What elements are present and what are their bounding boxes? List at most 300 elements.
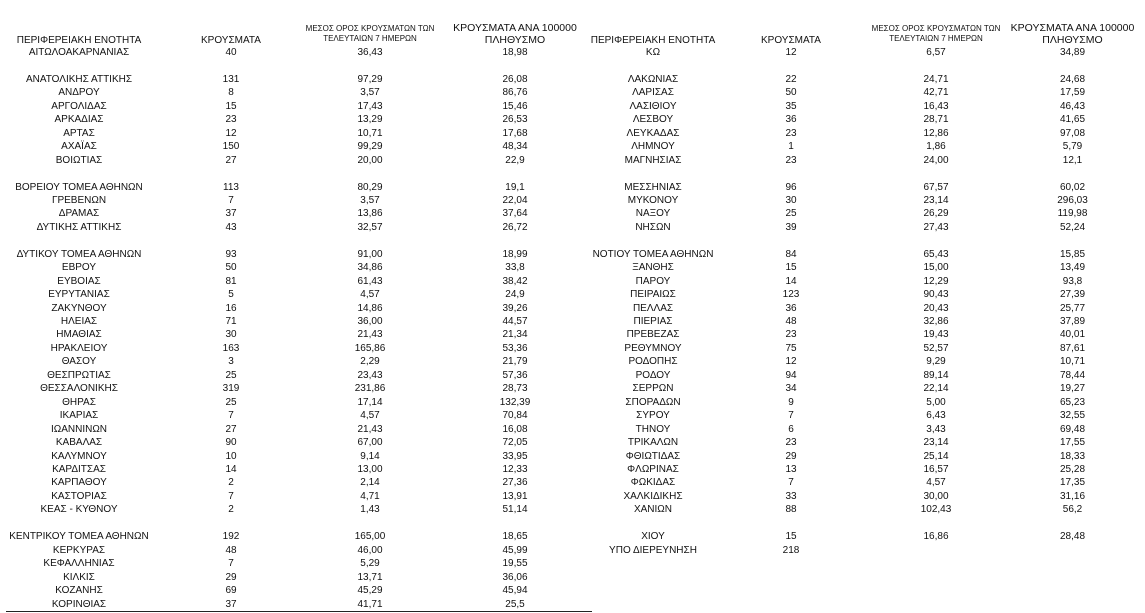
row-region-cell: ΚΕΑΣ - ΚΥΘΝΟΥ xyxy=(40,504,118,516)
row-cases-cell: 50 xyxy=(225,262,237,274)
row-region-cell: ΡΕΘΥΜΝΟΥ xyxy=(624,342,682,354)
row-region-cell: ΕΒΡΟΥ xyxy=(61,262,97,274)
row-avg7-cell: 16,57 xyxy=(923,463,949,475)
row-per100k-cell: 65,23 xyxy=(1059,396,1086,408)
row-cases-cell: 39 xyxy=(785,221,797,233)
row-cases-cell: 30 xyxy=(225,329,237,341)
row-per100k-cell: 15,85 xyxy=(1059,248,1086,260)
row-region-cell: ΙΚΑΡΙΑΣ xyxy=(59,410,99,422)
row-per100k-cell: 37,64 xyxy=(502,208,528,220)
row-region-cell: ΑΧΑΪΑΣ xyxy=(61,141,97,153)
row-cases-cell: 7 xyxy=(788,410,794,422)
row-cases-cell: 25 xyxy=(225,396,237,408)
row-avg7-cell: 34,86 xyxy=(357,262,383,274)
row-cases-cell: 96 xyxy=(785,181,797,193)
row-region-cell: ΗΡΑΚΛΕΙΟΥ xyxy=(50,342,108,354)
row-per100k-cell: 13,91 xyxy=(502,490,528,502)
row-avg7-cell: 41,71 xyxy=(357,598,383,610)
row-avg7-cell: 30,00 xyxy=(923,490,949,502)
row-per100k-cell: 53,36 xyxy=(502,342,528,354)
row-avg7-cell: 23,43 xyxy=(357,369,383,381)
row-avg7-cell: 20,00 xyxy=(357,154,383,166)
row-per100k-cell: 12,1 xyxy=(1062,154,1083,166)
row-region-cell: ΑΡΤΑΣ xyxy=(63,127,95,139)
row-cases-cell: 25 xyxy=(785,208,797,220)
row-region-cell: ΝΟΤΙΟΥ ΤΟΜΕΑ ΑΘΗΝΩΝ xyxy=(592,248,714,260)
row-cases-cell: 150 xyxy=(222,141,240,153)
row-avg7-cell: 6,43 xyxy=(926,410,946,422)
row-cases-cell: 15 xyxy=(785,262,797,274)
row-region-cell: ΦΛΩΡΙΝΑΣ xyxy=(627,463,679,475)
row-per100k-cell: 48,34 xyxy=(502,141,528,153)
row-region-cell: ΣΥΡΟΥ xyxy=(636,410,670,422)
row-per100k-cell: 27,39 xyxy=(1059,289,1086,301)
row-per100k-cell: 45,99 xyxy=(502,544,528,556)
row-region-cell: ΗΛΕΙΑΣ xyxy=(60,316,98,327)
row-region-cell: ΛΑΣΙΘΙΟΥ xyxy=(629,100,677,112)
row-cases-cell: 15 xyxy=(785,531,797,543)
row-per100k-cell: 28,48 xyxy=(1059,531,1086,543)
row-avg7-cell: 5,00 xyxy=(926,396,946,408)
row-cases-cell: 10 xyxy=(225,450,237,462)
left-header-cases: ΚΡΟΥΣΜΑΤΑ xyxy=(201,35,261,46)
row-avg7-cell: 46,00 xyxy=(357,544,383,556)
row-cases-cell: 1 xyxy=(788,141,794,153)
row-per100k-cell: 52,24 xyxy=(1059,221,1086,233)
row-avg7-cell: 97,29 xyxy=(357,73,383,85)
row-cases-cell: 23 xyxy=(225,114,237,126)
row-cases-cell: 113 xyxy=(223,181,239,193)
row-cases-cell: 88 xyxy=(785,504,797,516)
row-cases-cell: 7 xyxy=(228,558,234,570)
row-per100k-cell: 38,42 xyxy=(502,275,528,287)
row-region-cell: ΕΥΒΟΙΑΣ xyxy=(57,275,101,287)
row-avg7-cell: 12,86 xyxy=(923,127,949,139)
row-avg7-cell: 1,86 xyxy=(926,141,946,153)
row-avg7-cell: 4,71 xyxy=(360,490,380,502)
row-avg7-cell: 165,86 xyxy=(354,342,386,354)
row-per100k-cell: 70,84 xyxy=(502,410,528,422)
right-header-cases: ΚΡΟΥΣΜΑΤΑ xyxy=(761,35,821,46)
row-cases-cell: 90 xyxy=(225,437,237,448)
row-cases-cell: 94 xyxy=(785,369,797,381)
row-cases-cell: 192 xyxy=(222,531,240,543)
row-per100k-cell: 87,61 xyxy=(1059,342,1086,354)
row-region-cell: ΚΑΣΤΟΡΙΑΣ xyxy=(51,490,107,502)
row-cases-cell: 23 xyxy=(785,154,797,166)
row-cases-cell: 23 xyxy=(785,437,797,448)
row-region-cell: ΝΗΣΩΝ xyxy=(635,221,671,233)
left-table-bottom-rule xyxy=(6,611,592,612)
row-cases-cell: 6 xyxy=(788,423,794,435)
row-region-cell: ΣΠΟΡΑΔΩΝ xyxy=(625,396,681,408)
row-avg7-cell: 21,43 xyxy=(357,329,383,341)
row-avg7-cell: 102,43 xyxy=(920,504,952,516)
row-region-cell: ΑΝΔΡΟΥ xyxy=(58,87,100,99)
left-header-region: ΠΕΡΙΦΕΡΕΙΑΚΗ ΕΝΟΤΗΤΑ xyxy=(16,35,142,46)
row-cases-cell: 5 xyxy=(228,289,234,301)
row-cases-cell: 43 xyxy=(225,221,237,233)
row-cases-cell: 36 xyxy=(785,302,797,314)
row-cases-cell: 23 xyxy=(785,127,797,139)
left-header-avg-line2: ΤΕΛΕΥΤΑΙΩΝ 7 ΗΜΕΡΩΝ xyxy=(323,34,417,43)
row-per100k-cell: 15,46 xyxy=(502,100,528,112)
left-header-per100k xyxy=(440,22,590,46)
right-header-per100k xyxy=(1000,22,1145,46)
row-region-cell: ΞΑΝΘΗΣ xyxy=(632,262,674,274)
row-per100k-cell: 26,53 xyxy=(502,114,528,126)
row-cases-cell: 71 xyxy=(225,316,237,327)
row-avg7-cell: 67,00 xyxy=(357,437,383,448)
right-header-region: ΠΕΡΙΦΕΡΕΙΑΚΗ ΕΝΟΤΗΤΑ xyxy=(590,35,716,46)
row-avg7-cell: 22,14 xyxy=(923,383,949,395)
row-region-cell: ΜΑΓΝΗΣΙΑΣ xyxy=(624,154,682,166)
row-per100k-cell: 78,44 xyxy=(1059,369,1086,381)
row-avg7-cell: 4,57 xyxy=(360,289,380,301)
row-per100k-cell: 40,01 xyxy=(1059,329,1086,341)
row-avg7-cell: 2,29 xyxy=(360,356,380,368)
row-per100k-cell: 18,33 xyxy=(1059,450,1086,462)
left-header-avg xyxy=(290,24,450,44)
row-avg7-cell: 42,71 xyxy=(923,87,949,99)
row-avg7-cell: 17,43 xyxy=(357,100,383,112)
row-per100k-cell: 5,79 xyxy=(1062,141,1083,153)
right-header-per100k-line1: ΚΡΟΥΣΜΑΤΑ ΑΝΑ 100000 xyxy=(1010,22,1135,34)
row-cases-cell: 12 xyxy=(225,127,237,139)
row-per100k-cell: 17,35 xyxy=(1059,477,1086,489)
row-cases-cell: 8 xyxy=(228,87,234,99)
row-avg7-cell: 99,29 xyxy=(357,141,383,153)
row-region-cell: ΘΑΣΟΥ xyxy=(61,356,97,368)
row-avg7-cell: 13,00 xyxy=(357,463,383,475)
row-avg7-cell: 13,71 xyxy=(357,571,383,583)
row-per100k-cell: 22,04 xyxy=(502,194,528,206)
row-per100k-cell: 17,55 xyxy=(1059,437,1086,448)
row-region-cell: ΦΩΚΙΔΑΣ xyxy=(630,477,676,489)
row-region-cell: ΚΩ xyxy=(645,47,661,58)
row-cases-cell: 13 xyxy=(785,463,797,475)
row-per100k-cell: 41,65 xyxy=(1059,114,1086,126)
row-avg7-cell: 65,43 xyxy=(923,248,949,260)
row-avg7-cell: 24,71 xyxy=(923,73,949,85)
row-cases-cell: 37 xyxy=(225,598,237,610)
row-per100k-cell: 296,03 xyxy=(1057,194,1088,206)
row-region-cell: ΚΟΡΙΝΘΙΑΣ xyxy=(51,598,107,610)
row-per100k-cell: 18,65 xyxy=(502,531,528,543)
row-cases-cell: 7 xyxy=(228,410,234,422)
row-region-cell: ΚΑΡΠΑΘΟΥ xyxy=(51,477,107,489)
row-region-cell: ΜΥΚΟΝΟΥ xyxy=(627,194,679,206)
row-avg7-cell: 4,57 xyxy=(926,477,946,489)
row-cases-cell: 29 xyxy=(225,571,237,583)
row-region-cell: ΥΠΟ ΔΙΕΡΕΥΝΗΣΗ xyxy=(609,544,697,556)
left-header-per100k-line2: ΠΛΗΘΥΣΜΟ xyxy=(484,34,546,46)
row-avg7-cell: 36,00 xyxy=(357,316,383,327)
row-cases-cell: 37 xyxy=(225,208,237,220)
right-header-avg xyxy=(856,24,1016,44)
row-region-cell: ΠΑΡΟΥ xyxy=(635,275,671,287)
row-avg7-cell: 13,29 xyxy=(357,114,383,126)
row-per100k-cell: 132,39 xyxy=(499,396,531,408)
row-per100k-cell: 26,72 xyxy=(502,221,528,233)
row-per100k-cell: 37,89 xyxy=(1059,316,1086,327)
row-avg7-cell: 9,14 xyxy=(360,450,380,462)
right-header-avg-line2: ΤΕΛΕΥΤΑΙΩΝ 7 ΗΜΕΡΩΝ xyxy=(889,34,983,43)
row-cases-cell: 35 xyxy=(785,100,797,112)
row-cases-cell: 3 xyxy=(228,356,234,368)
row-per100k-cell: 18,98 xyxy=(502,47,528,58)
row-cases-cell: 50 xyxy=(785,87,797,99)
row-region-cell: ΑΝΑΤΟΛΙΚΗΣ ΑΤΤΙΚΗΣ xyxy=(25,73,133,85)
row-avg7-cell: 165,00 xyxy=(354,531,386,543)
row-cases-cell: 93 xyxy=(225,248,237,260)
row-cases-cell: 33 xyxy=(785,490,797,502)
row-avg7-cell: 80,29 xyxy=(357,181,383,193)
right-header-avg-line1: ΜΕΣΟΣ ΟΡΟΣ ΚΡΟΥΣΜΑΤΩΝ ΤΩΝ xyxy=(871,24,1001,33)
row-avg7-cell: 2,14 xyxy=(360,477,380,489)
row-region-cell: ΚΕΦΑΛΛΗΝΙΑΣ xyxy=(43,558,115,570)
row-region-cell: ΗΜΑΘΙΑΣ xyxy=(56,329,102,341)
row-region-cell: ΕΥΡΥΤΑΝΙΑΣ xyxy=(48,289,110,301)
row-region-cell: ΙΩΑΝΝΙΝΩΝ xyxy=(50,423,108,435)
row-avg7-cell: 24,00 xyxy=(923,154,949,166)
row-region-cell: ΘΕΣΣΑΛΟΝΙΚΗΣ xyxy=(40,383,118,395)
row-cases-cell: 23 xyxy=(785,329,797,341)
row-per100k-cell: 44,57 xyxy=(502,316,528,327)
row-region-cell: ΒΟΙΩΤΙΑΣ xyxy=(55,154,103,166)
row-avg7-cell: 17,14 xyxy=(357,396,383,408)
row-cases-cell: 9 xyxy=(788,396,794,408)
row-region-cell: ΡΟΔΟΥ xyxy=(635,369,671,381)
row-cases-cell: 123 xyxy=(782,289,800,301)
row-region-cell: ΚΑΒΑΛΑΣ xyxy=(55,437,103,448)
row-avg7-cell: 13,86 xyxy=(357,208,383,220)
row-cases-cell: 2 xyxy=(228,504,234,516)
row-cases-cell: 163 xyxy=(222,342,240,354)
row-avg7-cell: 4,57 xyxy=(360,410,380,422)
row-avg7-cell: 3,57 xyxy=(360,194,380,206)
row-per100k-cell: 19,1 xyxy=(505,181,525,193)
row-region-cell: ΚΟΖΑΝΗΣ xyxy=(55,585,103,596)
row-per100k-cell: 86,76 xyxy=(502,87,528,99)
row-per100k-cell: 34,89 xyxy=(1059,47,1086,58)
row-per100k-cell: 24,68 xyxy=(1059,73,1086,85)
row-avg7-cell: 23,14 xyxy=(923,194,949,206)
row-per100k-cell: 60,02 xyxy=(1059,181,1086,193)
row-per100k-cell: 28,73 xyxy=(502,383,528,395)
row-region-cell: ΚΑΛΥΜΝΟΥ xyxy=(51,450,107,462)
row-per100k-cell: 19,55 xyxy=(502,558,528,570)
row-cases-cell: 218 xyxy=(782,544,800,556)
row-cases-cell: 30 xyxy=(785,194,797,206)
row-region-cell: ΝΑΞΟΥ xyxy=(635,208,671,220)
row-avg7-cell: 15,00 xyxy=(923,262,949,274)
right-header-per100k-line2: ΠΛΗΘΥΣΜΟ xyxy=(1042,34,1103,46)
row-avg7-cell: 23,14 xyxy=(923,437,949,448)
row-avg7-cell: 19,43 xyxy=(923,329,949,341)
row-per100k-cell: 97,08 xyxy=(1059,127,1086,139)
row-per100k-cell: 21,34 xyxy=(502,329,528,341)
row-avg7-cell: 16,86 xyxy=(923,531,949,543)
row-region-cell: ΠΕΙΡΑΙΩΣ xyxy=(630,289,676,301)
row-region-cell: ΚΑΡΔΙΤΣΑΣ xyxy=(52,463,106,475)
row-avg7-cell: 12,29 xyxy=(923,275,949,287)
row-region-cell: ΔΥΤΙΚΟΥ ΤΟΜΕΑ ΑΘΗΝΩΝ xyxy=(16,248,142,260)
row-avg7-cell: 5,29 xyxy=(360,558,380,570)
row-per100k-cell: 25,5 xyxy=(505,598,525,610)
row-avg7-cell: 61,43 xyxy=(357,275,383,287)
row-region-cell: ΚΙΛΚΙΣ xyxy=(63,571,95,583)
row-region-cell: ΠΕΛΛΑΣ xyxy=(632,302,674,314)
row-per100k-cell: 25,77 xyxy=(1059,302,1086,314)
row-per100k-cell: 16,08 xyxy=(502,423,528,435)
row-region-cell: ΧΑΛΚΙΔΙΚΗΣ xyxy=(623,490,683,502)
row-cases-cell: 48 xyxy=(785,316,797,327)
row-avg7-cell: 6,57 xyxy=(926,47,946,58)
row-cases-cell: 15 xyxy=(225,100,237,112)
row-per100k-cell: 27,36 xyxy=(502,477,528,489)
row-region-cell: ΧΑΝΙΩΝ xyxy=(633,504,673,516)
row-cases-cell: 14 xyxy=(225,463,237,475)
row-per100k-cell: 18,99 xyxy=(502,248,528,260)
row-cases-cell: 75 xyxy=(785,342,797,354)
row-per100k-cell: 56,2 xyxy=(1062,504,1083,516)
row-per100k-cell: 22,9 xyxy=(505,154,525,166)
row-region-cell: ΡΟΔΟΠΗΣ xyxy=(628,356,678,368)
row-cases-cell: 27 xyxy=(225,154,237,166)
row-avg7-cell: 27,43 xyxy=(923,221,949,233)
row-region-cell: ΚΕΡΚΥΡΑΣ xyxy=(52,544,106,556)
row-avg7-cell: 3,57 xyxy=(360,87,380,99)
row-per100k-cell: 33,95 xyxy=(502,450,528,462)
row-per100k-cell: 45,94 xyxy=(502,585,528,596)
row-region-cell: ΒΟΡΕΙΟΥ ΤΟΜΕΑ ΑΘΗΝΩΝ xyxy=(15,181,143,193)
row-region-cell: ΑΡΓΟΛΙΔΑΣ xyxy=(51,100,107,112)
row-region-cell: ΠΙΕΡΙΑΣ xyxy=(633,316,673,327)
row-avg7-cell: 89,14 xyxy=(923,369,949,381)
row-per100k-cell: 51,14 xyxy=(502,504,528,516)
row-region-cell: ΔΥΤΙΚΗΣ ΑΤΤΙΚΗΣ xyxy=(36,221,122,233)
row-region-cell: ΜΕΣΣΗΝΙΑΣ xyxy=(624,181,682,193)
row-per100k-cell: 17,68 xyxy=(502,127,528,139)
row-region-cell: ΛΕΥΚΑΔΑΣ xyxy=(626,127,680,139)
row-cases-cell: 25 xyxy=(225,369,237,381)
row-region-cell: ΛΗΜΝΟΥ xyxy=(631,141,675,153)
row-region-cell: ΧΙΟΥ xyxy=(641,531,665,543)
row-cases-cell: 34 xyxy=(785,383,797,395)
row-per100k-cell: 33,8 xyxy=(505,262,525,274)
row-cases-cell: 12 xyxy=(785,356,797,368)
row-region-cell: ΛΑΡΙΣΑΣ xyxy=(632,87,674,99)
row-cases-cell: 36 xyxy=(785,114,797,126)
row-avg7-cell: 32,57 xyxy=(357,221,383,233)
row-avg7-cell: 10,71 xyxy=(357,127,383,139)
row-cases-cell: 22 xyxy=(785,73,797,85)
row-region-cell: ΦΘΙΩΤΙΔΑΣ xyxy=(625,450,681,462)
row-per100k-cell: 39,26 xyxy=(502,302,528,314)
row-per100k-cell: 119,98 xyxy=(1057,208,1088,220)
left-header-avg-line1: ΜΕΣΟΣ ΟΡΟΣ ΚΡΟΥΣΜΑΤΩΝ ΤΩΝ xyxy=(305,24,435,33)
row-cases-cell: 319 xyxy=(222,383,240,395)
row-cases-cell: 81 xyxy=(225,275,237,287)
row-per100k-cell: 57,36 xyxy=(502,369,528,381)
row-cases-cell: 14 xyxy=(785,275,797,287)
row-avg7-cell: 231,86 xyxy=(354,383,386,395)
row-region-cell: ΘΕΣΠΡΩΤΙΑΣ xyxy=(47,369,111,381)
row-per100k-cell: 10,71 xyxy=(1059,356,1086,368)
row-cases-cell: 7 xyxy=(788,477,794,489)
row-cases-cell: 84 xyxy=(785,248,797,260)
row-region-cell: ΛΕΣΒΟΥ xyxy=(632,114,674,126)
row-per100k-cell: 32,55 xyxy=(1059,410,1086,422)
row-per100k-cell: 31,16 xyxy=(1059,490,1086,502)
row-region-cell: ΤΗΝΟΥ xyxy=(635,423,671,435)
row-cases-cell: 29 xyxy=(785,450,797,462)
row-avg7-cell: 21,43 xyxy=(357,423,383,435)
row-avg7-cell: 28,71 xyxy=(923,114,949,126)
row-avg7-cell: 32,86 xyxy=(923,316,949,327)
row-avg7-cell: 16,43 xyxy=(923,100,949,112)
row-cases-cell: 12 xyxy=(785,47,797,58)
row-region-cell: ΛΑΚΩΝΙΑΣ xyxy=(627,73,679,85)
row-cases-cell: 40 xyxy=(225,47,237,58)
row-per100k-cell: 93,8 xyxy=(1062,275,1083,287)
row-cases-cell: 2 xyxy=(228,477,234,489)
row-region-cell: ΑΙΤΩΛΟΑΚΑΡΝΑΝΙΑΣ xyxy=(28,47,130,58)
row-avg7-cell: 3,43 xyxy=(926,423,946,435)
row-per100k-cell: 19,27 xyxy=(1059,383,1086,395)
row-per100k-cell: 25,28 xyxy=(1059,463,1086,475)
row-per100k-cell: 17,59 xyxy=(1059,87,1086,99)
row-avg7-cell: 90,43 xyxy=(923,289,949,301)
row-per100k-cell: 21,79 xyxy=(502,356,528,368)
row-per100k-cell: 46,43 xyxy=(1059,100,1086,112)
row-cases-cell: 27 xyxy=(225,423,237,435)
row-per100k-cell: 12,33 xyxy=(502,463,528,475)
row-per100k-cell: 69,48 xyxy=(1059,423,1086,435)
row-cases-cell: 131 xyxy=(222,73,240,85)
row-cases-cell: 7 xyxy=(228,490,234,502)
row-region-cell: ΑΡΚΑΔΙΑΣ xyxy=(54,114,104,126)
row-region-cell: ΣΕΡΡΩΝ xyxy=(632,383,674,395)
row-cases-cell: 16 xyxy=(225,302,237,314)
row-avg7-cell: 9,29 xyxy=(926,356,946,368)
row-region-cell: ΚΕΝΤΡΙΚΟΥ ΤΟΜΕΑ ΑΘΗΝΩΝ xyxy=(9,531,149,543)
row-avg7-cell: 1,43 xyxy=(360,504,380,516)
row-avg7-cell: 67,57 xyxy=(923,181,949,193)
left-header-per100k-line1: ΚΡΟΥΣΜΑΤΑ ΑΝΑ 100000 xyxy=(453,22,577,34)
row-region-cell: ΘΗΡΑΣ xyxy=(62,396,96,408)
row-cases-cell: 69 xyxy=(225,585,237,596)
row-avg7-cell: 25,14 xyxy=(923,450,949,462)
row-region-cell: ΖΑΚΥΝΘΟΥ xyxy=(51,302,107,314)
row-per100k-cell: 24,9 xyxy=(505,289,525,301)
row-region-cell: ΓΡΕΒΕΝΩΝ xyxy=(51,194,107,206)
row-cases-cell: 48 xyxy=(225,544,237,556)
row-avg7-cell: 45,29 xyxy=(357,585,383,596)
row-avg7-cell: 26,29 xyxy=(923,208,949,220)
row-avg7-cell: 20,43 xyxy=(923,302,949,314)
row-region-cell: ΠΡΕΒΕΖΑΣ xyxy=(626,329,680,341)
row-avg7-cell: 52,57 xyxy=(923,342,949,354)
row-per100k-cell: 36,06 xyxy=(502,571,528,583)
row-cases-cell: 7 xyxy=(228,194,234,206)
row-per100k-cell: 26,08 xyxy=(502,73,528,85)
row-avg7-cell: 36,43 xyxy=(357,47,383,58)
row-region-cell: ΤΡΙΚΑΛΩΝ xyxy=(627,437,679,448)
row-avg7-cell: 91,00 xyxy=(357,248,383,260)
row-per100k-cell: 13,49 xyxy=(1059,262,1086,274)
